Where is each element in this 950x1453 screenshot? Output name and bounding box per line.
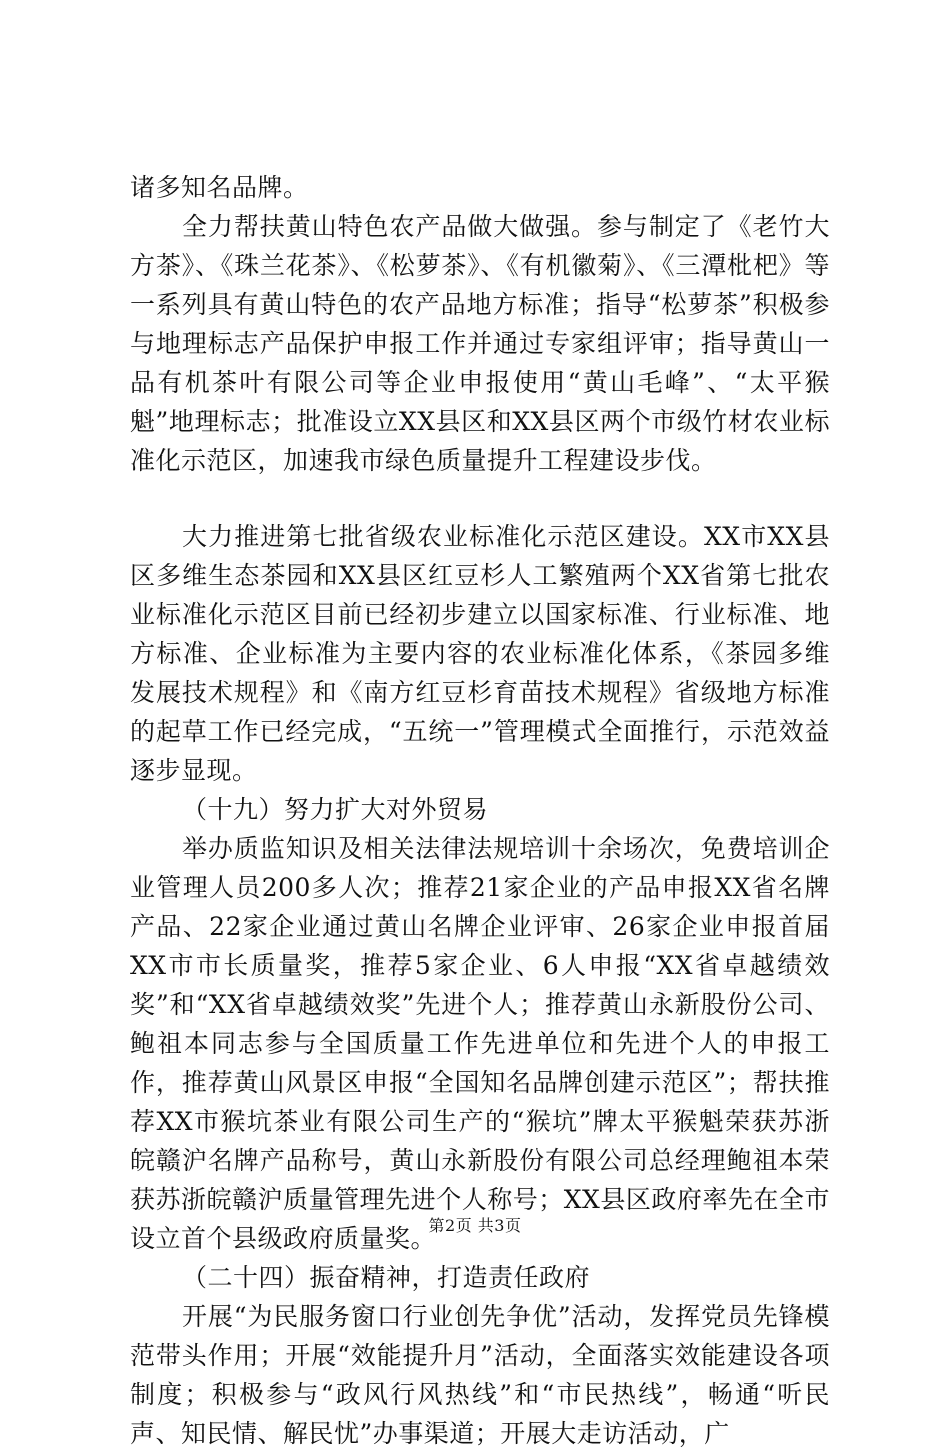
paragraph-agri-products: 全力帮扶黄山特色农产品做大做强。参与制定了《老竹大方茶》、《珠兰花茶》、《松萝茶》、《有机徽菊》、《三潭枇杷》等一系列具有黄山特色的农产品地方标准；指导“松萝茶”积极参与地理标志产品保护申报工作并通过专家组评审；指导黄山一品有机茶叶有限公司等企业申报使用“黄山毛峰”、“太平猴魁”地理标志；批准设立XX县区和XX县区两个市级竹材农业标准化示范区，加速我市绿色质量提升工程建设步伐。 xyxy=(130,212,830,475)
document-body xyxy=(130,168,830,1453)
paragraph-continuation: 诸多知名品牌。 xyxy=(130,173,309,202)
section-heading-24: （二十四）振奋精神，打造责任政府 xyxy=(182,1263,591,1292)
section-heading-19: （十九）努力扩大对外贸易 xyxy=(182,795,489,824)
paragraph-trade: 举办质监知识及相关法律法规培训十余场次，免费培训企业管理人员200多人次；推荐21家企业的产品申报XX省名牌产品、22家企业通过黄山名牌企业评审、26家企业申报首届XX市市长质量奖，推荐5家企业、6人申报“XX省卓越绩效奖”和“XX省卓越绩效奖”先进个人；推荐黄山永新股份公司、鲍祖本同志参与全国质量工作先进单位和先进个人的申报工作，推荐黄山风景区申报“全国知名品牌创建示范区”；帮扶推荐XX市猴坑茶业有限公司生产的“猴坑”牌太平猴魁荣获苏浙皖赣沪名牌产品称号，黄山永新股份有限公司总经理鲍祖本荣获苏浙皖赣沪质量管理先进个人称号；XX县区政府率先在全市设立首个县级政府质量奖。 xyxy=(130,834,830,1253)
page-number-footer: 第2页 共3页 xyxy=(428,1216,522,1235)
paragraph-demo-zone: 大力推进第七批省级农业标准化示范区建设。XX市XX县区多维生态茶园和XX县区红豆杉人工繁殖两个XX省第七批农业标准化示范区目前已经初步建立以国家标准、行业标准、地方标准、企业标准为主要内容的农业标准化体系，《茶园多维发展技术规程》和《南方红豆杉育苗技术规程》省级地方标准的起草工作已经完成，“五统一”管理模式全面推行，示范效益逐步显现。 xyxy=(130,522,830,785)
paragraph-government: 开展“为民服务窗口行业创先争优”活动，发挥党员先锋模范带头作用；开展“效能提升月”活动，全面落实效能建设各项制度；积极参与“政风行风热线”和“市民热线”，畅通“听民声、知民情、解民忧”办事渠道；开展大走访活动，广 xyxy=(130,1302,830,1448)
paragraph-gap xyxy=(130,480,830,517)
